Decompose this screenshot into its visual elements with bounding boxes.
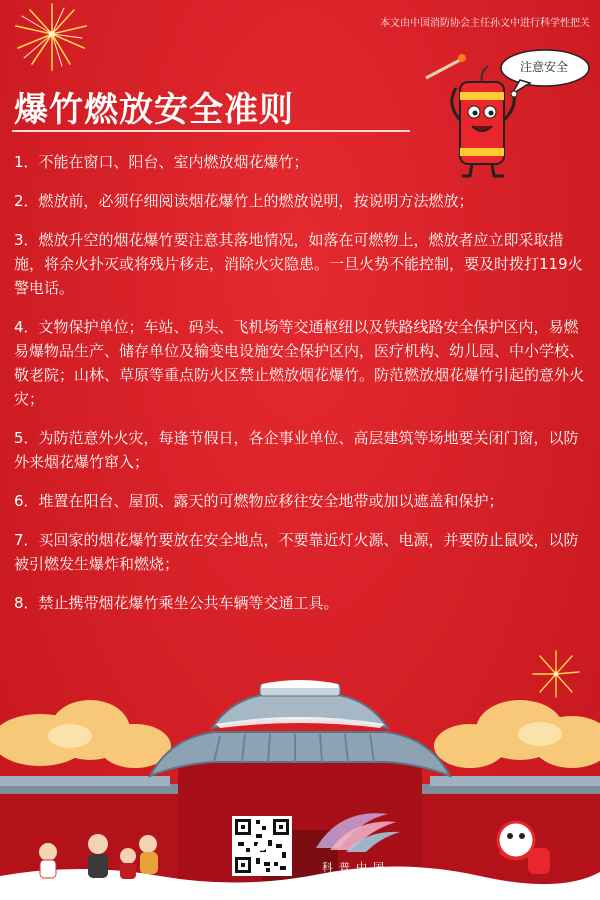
org-name-cn: 科普中国 (322, 861, 390, 874)
rule-item: 4．文物保护单位；车站、码头、飞机场等交通枢纽以及铁路线路安全保护区内，易燃易爆物品生产、储存单位及输变电设施安全保护区内，医疗机构、幼儿园、中小学校、敬老院；山林、草原等重点防火区禁止燃放烟花爆竹。防范燃放烟花爆竹引起的意外火灾； (14, 318, 585, 408)
china-science-communication-logo-icon (300, 808, 412, 856)
page-title: 爆竹燃放安全准则 (14, 90, 294, 130)
credit-note: 本文由中国消防协会主任孙文中进行科学性把关 (380, 18, 590, 29)
org-name-en: CHINA SCIENCE COMMUNICATION (313, 875, 399, 881)
firework-icon (8, 0, 96, 80)
rule-item: 2．燃放前，必须仔细阅读烟花爆竹上的燃放说明，按说明方法燃放； (14, 192, 474, 210)
rule-item: 3．燃放升空的烟花爆竹要注意其落地情况，如落在可燃物上，燃放者应立即采取措施，将余火扑灭或将残片移走，消除火灾隐患。一旦火势不能控制，要及时拨打119火警电话。 (14, 231, 583, 297)
title-underline (12, 130, 410, 132)
rule-item: 5．为防范意外火灾，每逢节假日，各企事业单位、高层建筑等场地要关闭门窗，以防外来烟花爆竹窜入； (14, 429, 579, 471)
rule-item: 6．堆置在阳台、屋顶、露天的可燃物应移往安全地带或加以遮盖和保护； (14, 492, 504, 510)
organization-logo (300, 808, 412, 880)
speech-bubble-text: 注意安全 (519, 60, 568, 74)
rule-item: 1．不能在窗口、阳台、室内燃放烟花爆竹； (14, 153, 309, 171)
rule-item: 7．买回家的烟花爆竹要放在安全地点，不要靠近灯火源、电源，并要防止鼠咬，以防被引燃发生爆炸和燃烧； (14, 531, 579, 573)
rules-list (14, 150, 590, 630)
rule-item: 8．禁止携带烟花爆竹乘坐公共车辆等交通工具。 (14, 594, 339, 612)
qr-code (232, 816, 292, 876)
